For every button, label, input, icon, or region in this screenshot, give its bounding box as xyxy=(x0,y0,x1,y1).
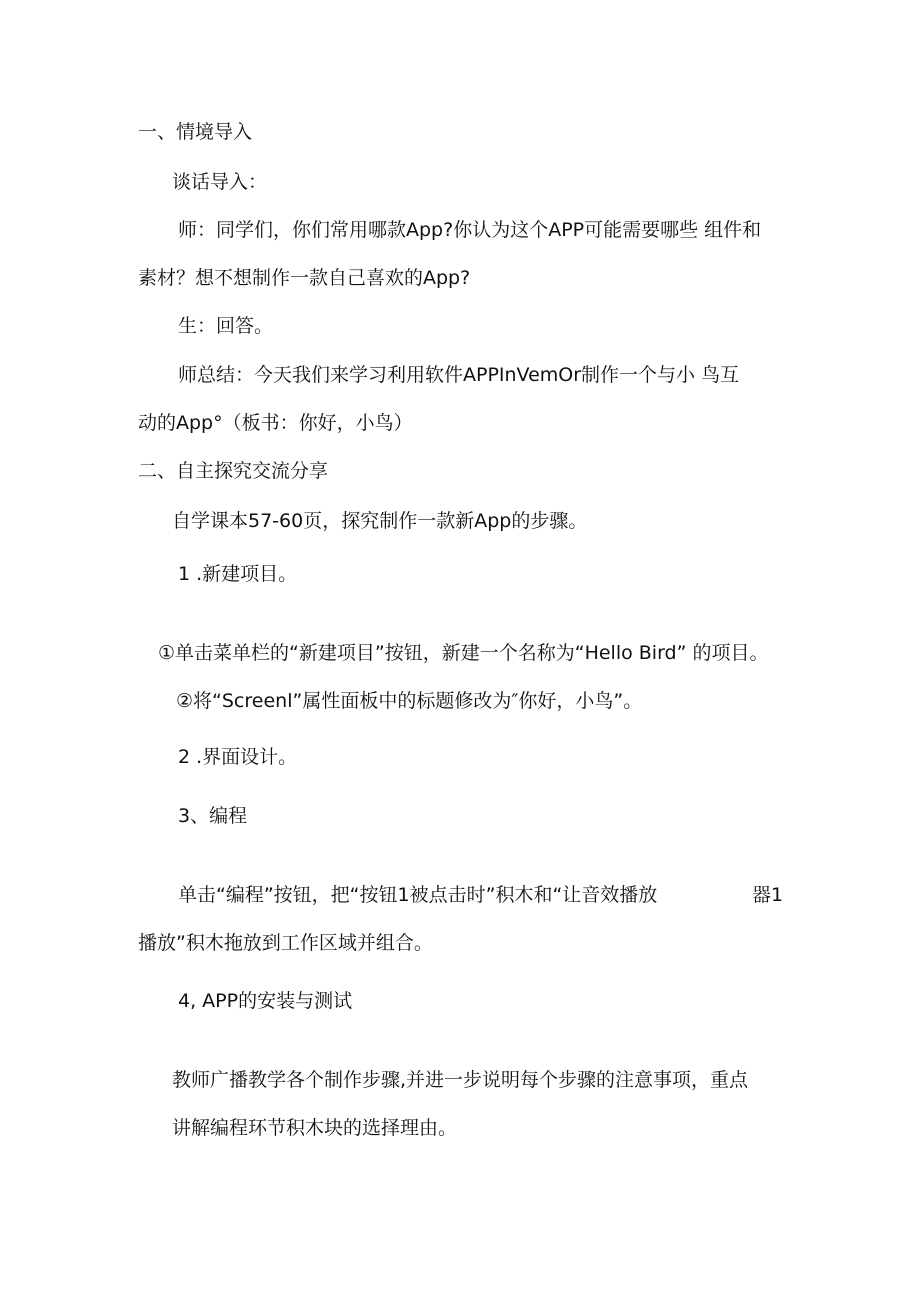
broadcast-text-line1: 教师广播教学各个制作步骤,并进一步说明每个步骤的注意事项，重点 xyxy=(172,1069,749,1091)
student-answer: 生：回答。 xyxy=(178,315,274,337)
self-study-text: 自学课本57-60页，探究制作一款新App的步骤。 xyxy=(172,510,588,532)
step3-heading: 3、编程 xyxy=(178,805,248,827)
section1-heading: 一、情境导入 xyxy=(138,121,253,143)
step1-instruction-b: ②将“Screenl”属性面板中的标题修改为″你好，小鸟”。 xyxy=(176,690,643,712)
talk-intro: 谈话导入： xyxy=(172,171,268,193)
teacher-summary-line2: 动的App°（板书：你好，小鸟） xyxy=(138,412,413,434)
step2-heading: 2 .界面设计。 xyxy=(178,746,298,768)
section2-heading: 二、自主探究交流分享 xyxy=(138,460,329,482)
step1-instruction-a: ①单击菜单栏的“新建项目”按钮，新建一个名称为“Hello Bird” 的项目。 xyxy=(158,642,769,664)
teacher-question-line2: 素材？想不想制作一款自己喜欢的App? xyxy=(138,267,471,289)
broadcast-text-line2: 讲解编程环节积木块的选择理由。 xyxy=(172,1117,458,1139)
step3-text-line1-a: 单击“编程”按钮，把“按钮1被点击时”积木和“让音效播放 xyxy=(178,884,658,906)
step4-heading: 4, APP的安装与测试 xyxy=(178,990,353,1012)
teacher-question-line1: 师：同学们，你们常用哪款App?你认为这个APP可能需要哪些 组件和 xyxy=(178,219,762,241)
step3-text-line2: 播放”积木拖放到工作区域并组合。 xyxy=(138,932,433,954)
step3-text-line1-b: 器1 xyxy=(752,884,784,906)
step1-heading: 1 .新建项目。 xyxy=(178,563,298,585)
teacher-summary-line1: 师总结：今天我们来学习利用软件APPInVemOr制作一个与小 鸟互 xyxy=(178,364,740,386)
